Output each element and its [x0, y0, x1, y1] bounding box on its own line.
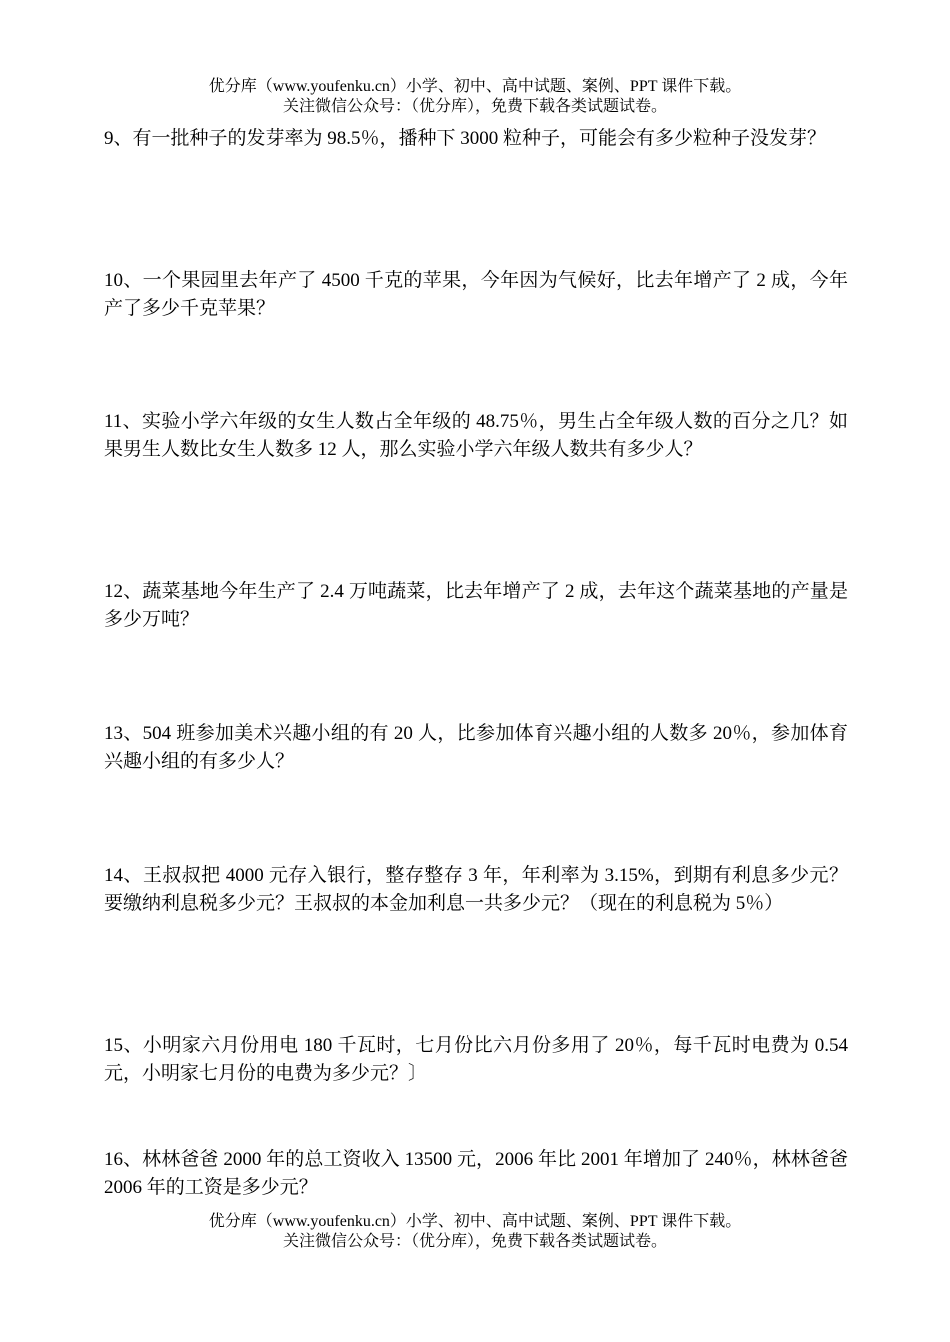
question-13: 13、504 班参加美术兴趣小组的有 20 人，比参加体育兴趣小组的人数多 20％，参加体育兴趣小组的有多少人？: [104, 723, 848, 772]
page-header: [0, 77, 950, 117]
question-11: 11、实验小学六年级的女生人数占全年级的 48.75％，男生占全年级人数的百分之几？如果男生人数比女生人数多 12 人，那么实验小学六年级人数共有多少人？: [104, 411, 848, 460]
question-9: 9、有一批种子的发芽率为 98.5％，播种下 3000 粒种子，可能会有多少粒种子没发芽？: [104, 128, 827, 149]
footer-line-1: 优分库（www.youfenku.cn）小学、初中、高中试题、案例、PPT 课件下载。: [208, 1213, 742, 1230]
header-line-1: 优分库（www.youfenku.cn）小学、初中、高中试题、案例、PPT 课件下载。: [208, 78, 742, 95]
question-16: 16、林林爸爸 2000 年的总工资收入 13500 元，2006 年比 2001 年增加了 240％，林林爸爸 2006 年的工资是多少元？: [104, 1149, 848, 1198]
question-14: 14、王叔叔把 4000 元存入银行，整存整存 3 年，年利率为 3.15%，到期有利息多少元？要缴纳利息税多少元？王叔叔的本金加利息一共多少元？（现在的利息税为 5％）: [104, 865, 848, 914]
page-footer: [0, 1212, 950, 1252]
question-12: 12、蔬菜基地今年生产了 2.4 万吨蔬菜，比去年增产了 2 成，去年这个蔬菜基地的产量是多少万吨？: [104, 581, 848, 630]
question-15: 15、小明家六月份用电 180 千瓦时，七月份比六月份多用了 20％，每千瓦时电费为 0.54 元，小明家七月份的电费为多少元？〕: [104, 1035, 848, 1084]
footer-line-2: 关注微信公众号：（优分库），免费下载各类试题试卷。: [282, 1233, 667, 1250]
header-line-2: 关注微信公众号：（优分库），免费下载各类试题试卷。: [282, 98, 667, 115]
question-10: 10、一个果园里去年产了 4500 千克的苹果，今年因为气候好，比去年增产了 2 成，今年产了多少千克苹果？: [104, 270, 848, 319]
